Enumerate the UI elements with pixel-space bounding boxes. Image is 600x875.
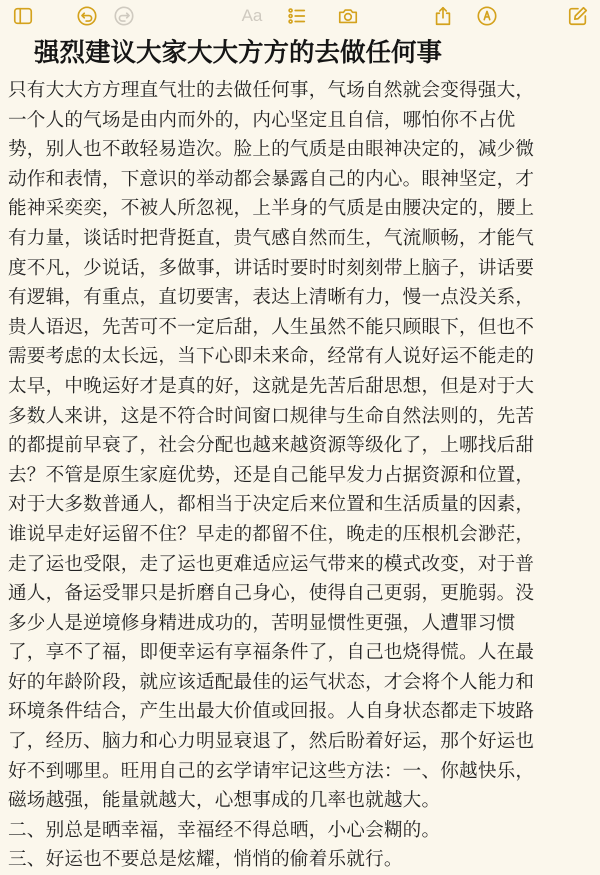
note-line: 磁场越强，能量就越大，心想事成的几率也就越大。 [8,790,441,812]
note-line: 需要考虑的太长远，当下心即未来命，经常有人说好运不能走的 [8,346,535,368]
note-line: 去？不管是原生家庭优势，还是自己能早发力占据资源和位置， [8,464,535,486]
note-title[interactable]: 强烈建议大家大大方方的去做任何事 [34,38,443,68]
note-line: 了，享不了福，即便幸运有享福条件了，自己也烧得慌。人在最 [8,642,535,664]
note-line: 对于大多数普通人，都相当于决定后来位置和生活质量的因素， [8,494,535,516]
note-line: 有力量，谈话时把背挺直，贵气感自然而生，气流顺畅，才能气 [8,227,535,249]
note-line: 势，别人也不敢轻易造次。脸上的气质是由眼神决定的，减少微 [8,139,535,161]
note-toolbar [0,0,600,34]
sidebar-icon[interactable] [12,4,34,28]
undo-icon[interactable] [76,4,98,28]
camera-icon[interactable] [337,4,359,28]
note-line: 好的年龄阶段，就应该适配最佳的运气状态，才会将个人能力和 [8,671,535,693]
note-line: 谁说早走好运留不住？早走的都留不住，晚走的压根机会渺茫， [8,523,535,545]
note-line: 动作和表情，下意识的举动都会暴露自己的内心。眼神坚定，才 [8,168,535,190]
note-line: 二、别总是晒幸福，幸福经不得总晒，小心会糊的。 [8,819,441,841]
text-format-icon[interactable] [238,4,266,28]
note-line: 只有大大方方理直气壮的去做任何事，气场自然就会变得强大， [8,80,535,101]
redo-icon[interactable] [113,4,135,28]
note-line: 三、好运也不要总是炫耀，悄悄的偷着乐就行。 [8,849,403,871]
markup-icon[interactable] [476,4,498,28]
note-line: 了，经历、脑力和心力明显衰退了，然后盼着好运，那个好运也 [8,731,535,753]
note-line: 好不到哪里。旺用自己的玄学请牢记这些方法：一、你越快乐， [8,760,535,782]
note-line: 多数人来讲，这是不符合时间窗口规律与生命自然法则的，先苦 [8,405,535,427]
checklist-icon[interactable] [286,4,308,28]
note-line: 走了运也受限，走了运也更难适应运气带来的模式改变，对于普 [8,553,535,575]
note-body[interactable] [8,76,594,875]
note-line: 太早，中晚运好才是真的好，这就是先苦后甜思想，但是对于大 [8,375,535,397]
note-line: 度不凡，少说话，多做事，讲话时要时时刻刻带上脑子，讲话要 [8,257,535,279]
share-icon[interactable] [432,4,454,28]
note-line: 贵人语迟，先苦可不一定后甜，人生虽然不能只顾眼下，但也不 [8,316,535,338]
note-line: 有逻辑，有重点，直切要害，表达上清晰有力，慢一点没关系， [8,287,535,309]
compose-icon[interactable] [567,4,589,28]
note-line: 一个人的气场是由内而外的，内心坚定且自信，哪怕你不占优 [8,109,516,131]
note-line: 能神采奕奕，不被人所忽视，上半身的气质是由腰决定的，腰上 [8,198,535,220]
note-line: 环境条件结合，产生出最大价值或回报。人自身状态都走下坡路 [8,701,535,723]
text-format-label: Aa [241,6,263,25]
note-line: 的都提前早衰了，社会分配也越来越资源等级化了，上哪找后甜 [8,435,535,457]
note-line: 通人，备运受罪只是折磨自己身心，使得自己更弱，更脆弱。没 [8,583,535,605]
note-content[interactable] [8,34,594,875]
note-line: 多少人是逆境修身精进成功的，苦明显惯性更强，人遭罪习惯 [8,612,516,634]
